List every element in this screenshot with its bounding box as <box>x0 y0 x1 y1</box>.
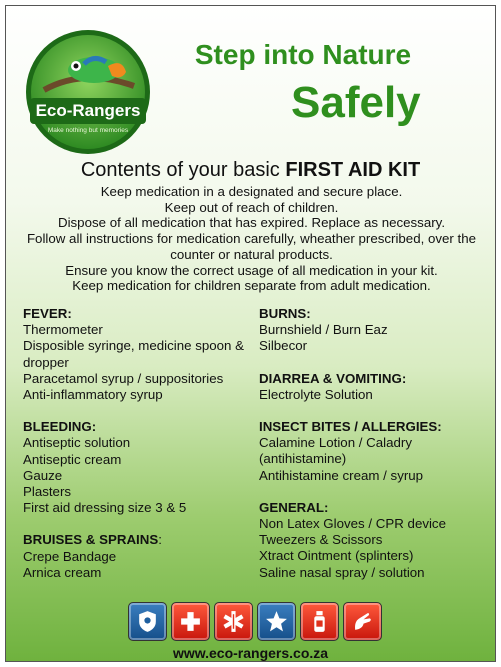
list-item: Anti-inflammatory syrup <box>23 387 163 403</box>
logo-tagline-text: Make nothing but memories <box>47 127 129 134</box>
shield-icon <box>128 602 167 641</box>
bleeding-heading: BLEEDING: <box>23 419 97 435</box>
bruises-heading: BRUISES & SPRAINS <box>23 532 159 548</box>
kit-title <box>6 159 495 182</box>
first-aid-poster <box>5 5 496 662</box>
intro-line: Keep medication for children separate from adult medication. <box>72 278 431 294</box>
intro-line: Follow all instructions for medication carefully, wheather prescribed, over the counter or natural products. <box>26 231 477 262</box>
right-column <box>259 306 489 581</box>
diarrea-heading: DIARREA & VOMITING: <box>259 370 407 386</box>
kit-title-bold: FIRST AID KIT <box>285 159 421 181</box>
list-item: Paracetamol syrup / suppositories <box>23 370 224 386</box>
list-item: Silbecor <box>259 338 308 354</box>
list-item: Non Latex Gloves / CPR device <box>259 516 446 532</box>
intro-instructions <box>14 184 489 294</box>
list-item: Xtract Ointment (splinters) <box>259 548 414 564</box>
burns-heading: BURNS: <box>259 306 311 321</box>
insect-bites-heading: INSECT BITES / ALLERGIES: <box>259 419 442 435</box>
fever-heading: FEVER: <box>23 306 72 321</box>
website-url: www.eco-rangers.co.za <box>172 645 329 661</box>
blue-star-icon <box>257 602 296 641</box>
burn-hand-icon <box>343 602 382 641</box>
header-line-2: Safely <box>291 78 421 127</box>
bruises-heading-colon: : <box>158 532 162 548</box>
intro-line: Ensure you know the correct usage of all medication in your kit. <box>65 262 438 278</box>
list-item: Tweezers & Scissors <box>259 532 383 548</box>
icon-row <box>128 602 382 641</box>
first-aid-cross-icon <box>171 602 210 641</box>
list-item: Antiseptic cream <box>23 451 122 467</box>
medicine-bottle-icon <box>300 602 339 641</box>
header-line-1: Step into Nature <box>194 39 412 70</box>
star-of-life-icon <box>214 602 253 641</box>
left-column <box>23 306 253 581</box>
list-item: Crepe Bandage <box>23 548 117 564</box>
list-item: First aid dressing size 3 & 5 <box>23 500 187 516</box>
list-item: Calamine Lotion / Caladry (antihistamine) <box>259 435 412 467</box>
list-item: Electrolyte Solution <box>259 386 373 402</box>
intro-line: Keep medication in a designated and secure place. <box>100 184 403 199</box>
eco-rangers-logo <box>24 28 152 156</box>
list-item: Disposible syringe, medicine spoon & dropper <box>23 338 244 370</box>
list-item: Saline nasal spray / solution <box>259 564 425 580</box>
kit-title-prefix: Contents of your basic <box>80 159 286 181</box>
intro-line: Keep out of reach of children. <box>164 199 339 215</box>
list-item: Antiseptic solution <box>23 435 131 451</box>
bruises-heading-row <box>23 532 253 548</box>
intro-line: Dispose of all medication that has expired. Replace as necessary. <box>57 215 446 231</box>
list-item: Thermometer <box>23 322 103 338</box>
list-item: Antihistamine cream / syrup <box>259 467 424 483</box>
list-item: Burnshield / Burn Eaz <box>259 322 388 338</box>
list-item: Gauze <box>23 467 63 483</box>
list-item: Arnica cream <box>23 564 102 580</box>
general-heading: GENERAL: <box>259 499 329 515</box>
logo-brand-text: Eco-Rangers <box>35 101 141 120</box>
list-item: Plasters <box>23 484 72 500</box>
